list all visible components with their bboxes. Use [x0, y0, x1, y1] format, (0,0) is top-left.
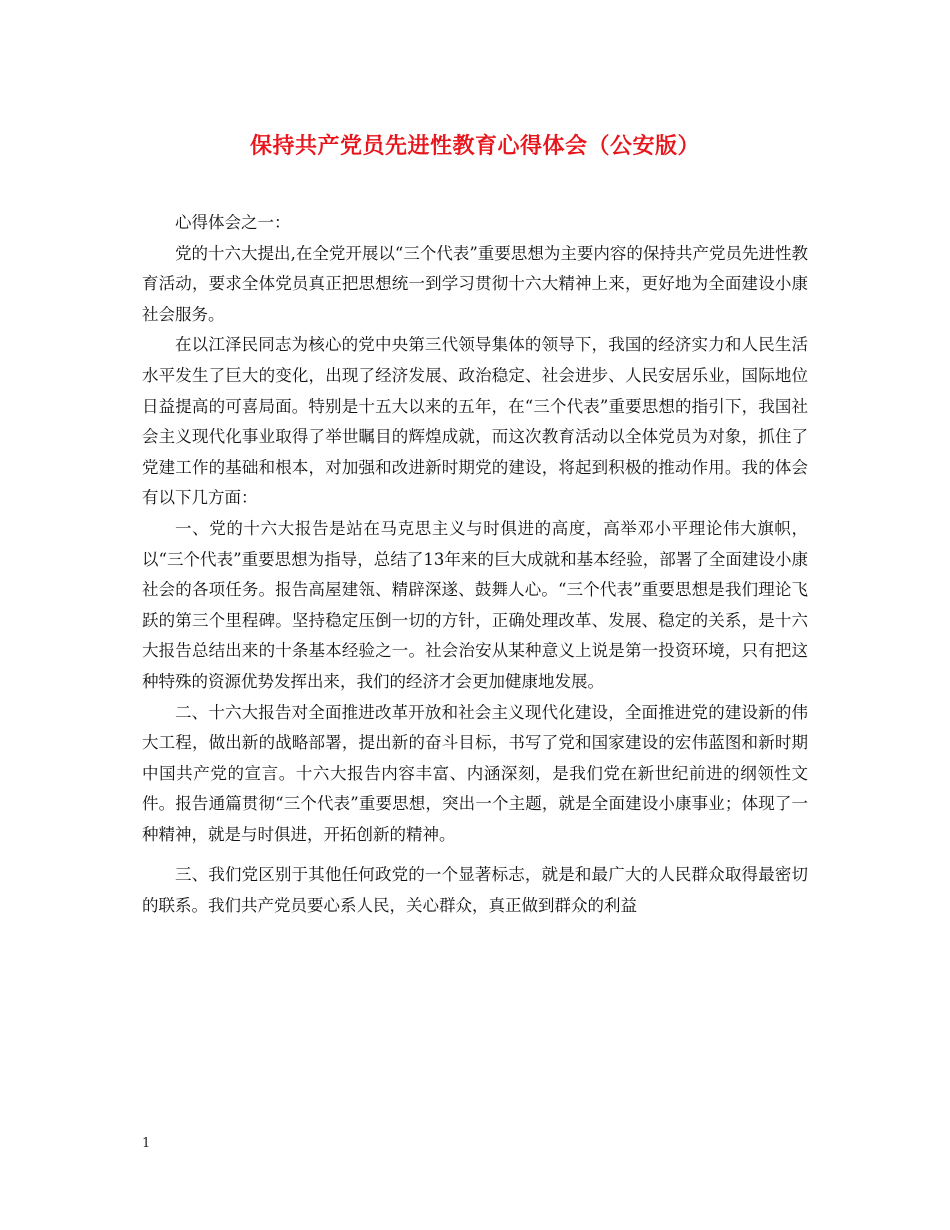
document-body — [142, 208, 808, 922]
paragraph-point-three: 三、我们党区别于其他任何政党的一个显著标志，就是和最广大的人民群众取得最密切的联系。我们共产党员要心系人民，关心群众，真正做到群众的利益 — [142, 865, 808, 916]
document-title: 保持共产党员先进性教育心得体会（公安版） — [249, 133, 700, 159]
paragraph-point-two: 二、十六大报告对全面推进改革开放和社会主义现代化建设，全面推进党的建设新的伟大工程，做出新的战略部署，提出新的奋斗目标，书写了党和国家建设的宏伟蓝图和新时期中国共产党的宣言。十六大报告内容丰富、内涵深刻，是我们党在新世纪前进的纲领性文件。报告通篇贯彻“三个代表”重要思想，突出一个主题，就是全面建设小康事业；体现了一种精神，就是与时俱进，开拓创新的精神。 — [142, 702, 808, 844]
paragraph-background: 在以江泽民同志为核心的党中央第三代领导集体的领导下，我国的经济实力和人民生活水平发生了巨大的变化，出现了经济发展、政治稳定、社会进步、人民安居乐业，国际地位日益提高的可喜局面。特别是十五大以来的五年，在“三个代表”重要思想的指引下，我国社会主义现代化事业取得了举世瞩目的辉煌成就，而这次教育活动以全体党员为对象，抓住了党建工作的基础和根本，对加强和改进新时期党的建设，将起到积极的推动作用。我的体会有以下几方面： — [142, 335, 808, 508]
paragraph-heading: 心得体会之一： — [175, 213, 291, 232]
paragraph-point-one: 一、党的十六大报告是站在马克思主义与时俱进的高度，高举邓小平理论伟大旗帜，以“三个代表”重要思想为指导，总结了13年来的巨大成就和基本经验，部署了全面建设小康社会的各项任务。报告高屋建瓴、精辟深遂、鼓舞人心。“三个代表”重要思想是我们理论飞跃的第三个里程碑。坚持稳定压倒一切的方针，正确处理改革、发展、稳定的关系，是十六大报告总结出来的十条基本经验之一。社会治安从某种意义上说是第一投资环境，只有把这种特殊的资源优势发挥出来，我们的经济才会更加健康地发展。 — [142, 518, 808, 691]
paragraph-intro: 党的十六大提出,在全党开展以“三个代表”重要思想为主要内容的保持共产党员先进性教育活动，要求全体党员真正把思想统一到学习贯彻十六大精神上来，更好地为全面建设小康社会服务。 — [142, 243, 808, 324]
page-number: 1 — [142, 1136, 151, 1151]
